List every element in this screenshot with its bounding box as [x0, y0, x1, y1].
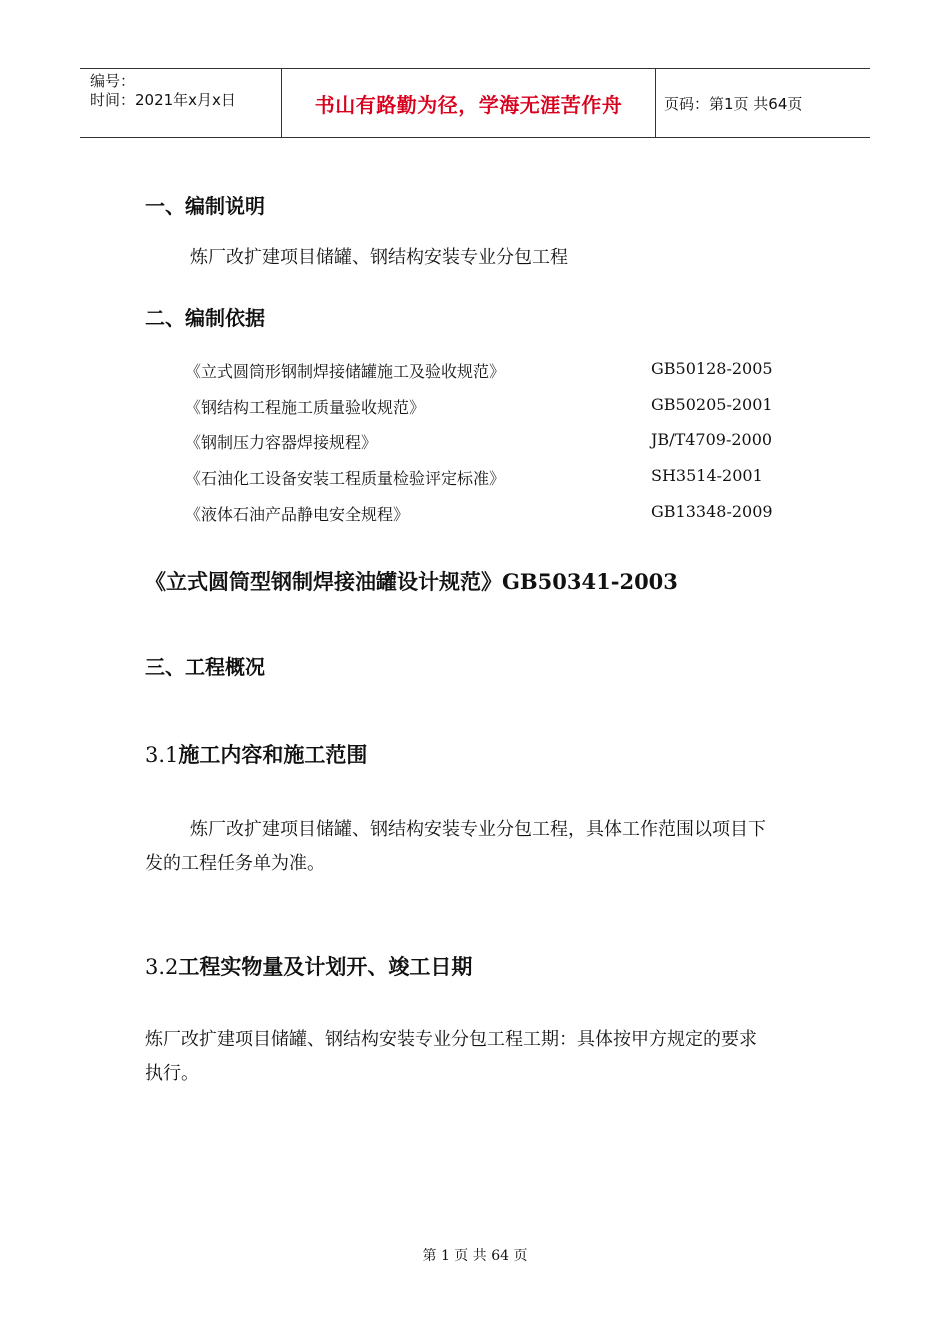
- reference-name: 《立式圆筒形钢制焊接储罐施工及验收规范》: [185, 362, 506, 381]
- reference-code: GB50128-2005: [651, 359, 773, 378]
- reference-row: [185, 359, 785, 383]
- page-header: [80, 68, 870, 138]
- doc-date: 时间：2021年x月x日: [90, 91, 236, 109]
- section-heading: 二、编制依据: [145, 306, 265, 330]
- reference-code: GB13348-2009: [651, 502, 773, 521]
- reference-code: SH3514-2001: [651, 466, 763, 485]
- subsection-title: 施工内容和施工范围: [178, 743, 368, 767]
- design-spec-reference: 《立式圆筒型钢制焊接油罐设计规范》GB50341-2003: [145, 569, 678, 594]
- subsection-number: 3.1: [145, 743, 179, 767]
- section-paragraph: 执行。: [145, 1063, 199, 1084]
- doc-number-label: 编号：: [90, 72, 136, 90]
- subsection-heading: [145, 951, 472, 981]
- reference-name: 《钢结构工程施工质量验收规范》: [185, 398, 426, 417]
- page-footer: 第 1 页 共 64 页: [422, 1248, 528, 1264]
- header-motto: 书山有路勤为径，学海无涯苦作舟: [314, 92, 623, 117]
- reference-row: [185, 430, 785, 454]
- subsection-number: 3.2: [145, 955, 179, 979]
- reference-row: [185, 466, 785, 490]
- reference-name: 《液体石油产品静电安全规程》: [185, 505, 410, 524]
- reference-row: [185, 502, 785, 526]
- section-paragraph: 发的工程任务单为准。: [145, 853, 325, 874]
- section-paragraph: 炼厂改扩建项目储罐、钢结构安装专业分包工程工期：具体按甲方规定的要求: [145, 1029, 757, 1050]
- header-meta: [80, 69, 282, 137]
- reference-row: [185, 395, 785, 419]
- subsection-title: 工程实物量及计划开、竣工日期: [178, 955, 473, 979]
- section-paragraph: 炼厂改扩建项目储罐、钢结构安装专业分包工程: [190, 247, 568, 268]
- section-paragraph: 炼厂改扩建项目储罐、钢结构安装专业分包工程，具体工作范围以项目下: [190, 819, 766, 840]
- section-heading: 一、编制说明: [145, 194, 265, 218]
- reference-name: 《钢制压力容器焊接规程》: [185, 433, 378, 452]
- header-page-info: 页码：第1页 共64页: [664, 94, 803, 113]
- section-heading: 三、工程概况: [145, 655, 265, 679]
- reference-code: JB/T4709-2000: [651, 430, 773, 449]
- header-motto-cell: [282, 69, 656, 137]
- reference-code: GB50205-2001: [651, 395, 773, 414]
- reference-name: 《石油化工设备安装工程质量检验评定标准》: [185, 469, 506, 488]
- subsection-heading: [145, 739, 367, 769]
- header-page-info-cell: [656, 69, 870, 137]
